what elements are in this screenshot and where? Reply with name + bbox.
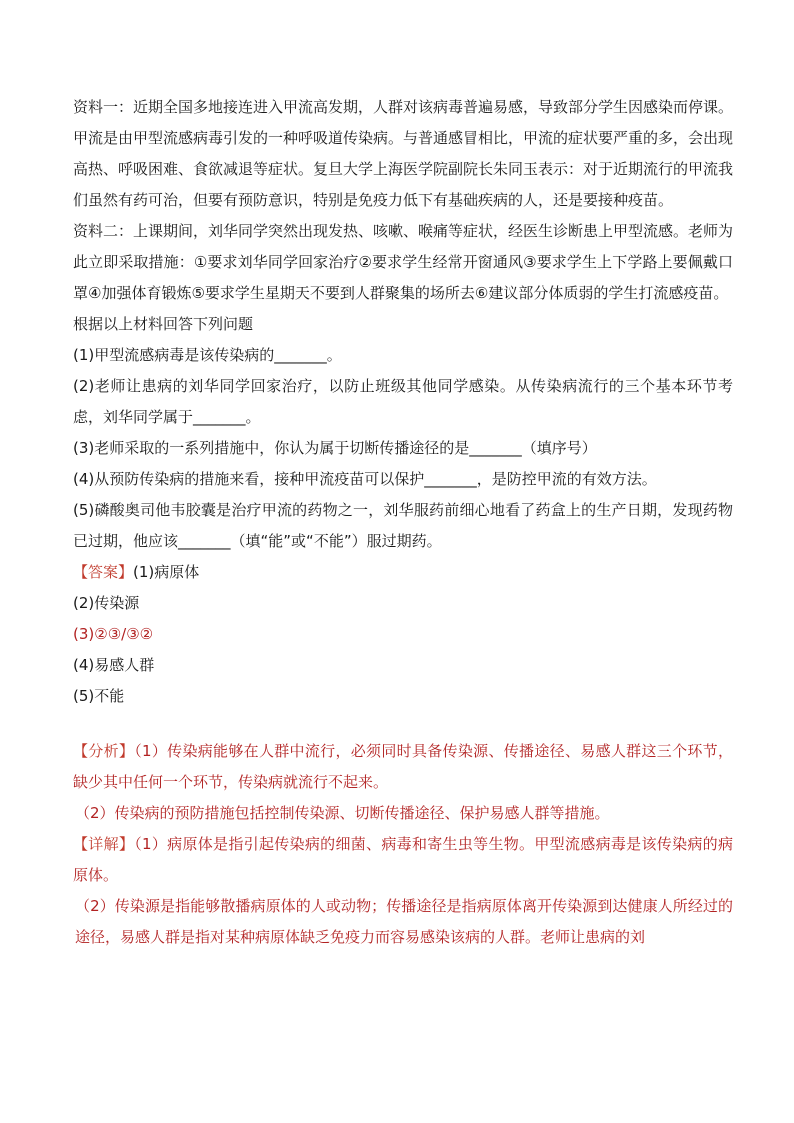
analysis-1: （1）传染病能够在人群中流行，必须同时具备传染源、传播途径、易感人群这三个环节，缺少其中任何一个环节，传染病就流行不起来。: [73, 742, 733, 791]
question-1: (1)甲型流感病毒是该传染病的_______。: [73, 346, 342, 364]
question-3: (3)老师采取的一系列措施中，你认为属于切断传播途径的是_______（填序号）: [73, 439, 597, 457]
answer-label: 【答案】: [73, 563, 134, 581]
detail-1: （1）病原体是指引起传染病的细菌、病毒和寄生虫等生物。甲型流感病毒是该传染病的病原体。: [73, 835, 733, 884]
analysis-line-1: [73, 736, 733, 798]
answer-1: (1)病原体: [133, 563, 200, 581]
answer-3: (3)②③/③②: [73, 625, 154, 643]
question-5: (5)磷酸奥司他韦胶囊是治疗甲流的药物之一，刘华服药前细心地看了药盒上的生产日期，发现药物已过期，他应该_______（填“能”或“不能”）服过期药。: [73, 501, 733, 550]
answer-4: (4)易感人群: [73, 656, 155, 674]
analysis-label: 【分析】: [73, 742, 135, 760]
question-2: (2)老师让患病的刘华同学回家治疗，以防止班级其他同学感染。从传染病流行的三个基本环节考虑，刘华同学属于_______。: [73, 377, 733, 426]
answer-line-1: [73, 557, 733, 588]
material-one: 资料一：近期全国多地接连进入甲流高发期，人群对该病毒普遍易感，导致部分学生因感染而停课。甲流是由甲型流感病毒引发的一种呼吸道传染病。与普通感冒相比，甲流的症状要严重的多，会出现高热、呼吸困难、食欲减退等症状。复旦大学上海医学院副院长朱同玉表示：对于近期流行的甲流我们虽然有药可治，但要有预防意识，特别是免疫力低下有基础疾病的人，还是要接种疫苗。: [73, 98, 734, 209]
section-gap: [73, 712, 733, 736]
answer-2: (2)传染源: [73, 594, 140, 612]
answer-5: (5)不能: [73, 687, 125, 705]
document-content: [73, 92, 733, 953]
analysis-2: （2）传染病的预防措施包括控制传染源、切断传播途径、保护易感人群等措施。: [75, 804, 610, 822]
detail-line-1: [73, 829, 733, 891]
question-prompt: 根据以上材料回答下列问题: [73, 315, 254, 333]
question-4: (4)从预防传染病的措施来看，接种甲流疫苗可以保护_______，是防控甲流的有效方法。: [73, 470, 657, 488]
material-two: 资料二：上课期间，刘华同学突然出现发热、咳嗽、喉痛等症状，经医生诊断患上甲型流感。老师为此立即采取措施：①要求刘华同学回家治疗②要求学生经常开窗通风③要求学生上下学路上要佩戴口罩④加强体育锻炼⑤要求学生星期天不要到人群聚集的场所去⑥建议部分体质弱的学生打流感疫苗。: [73, 222, 734, 302]
detail-2: （2）传染源是指能够散播病原体的人或动物；传播途径是指病原体离开传染源到达健康人所经过的途径，易感人群是指对某种病原体缺乏免疫力而容易感染该病的人群。老师让患病的刘: [75, 897, 733, 946]
detail-label: 【详解】: [73, 835, 135, 853]
